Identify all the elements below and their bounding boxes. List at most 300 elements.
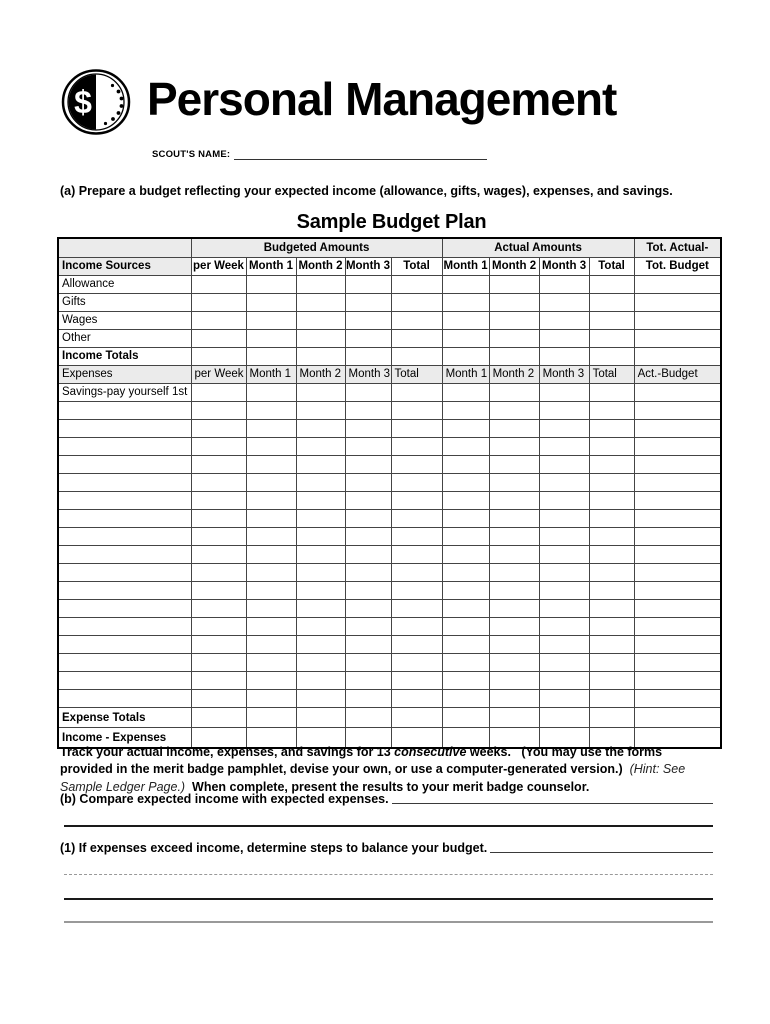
budget-value-cell[interactable] <box>391 546 442 564</box>
budget-value-cell[interactable] <box>246 690 296 708</box>
budget-value-cell[interactable] <box>296 546 345 564</box>
budget-value-cell[interactable] <box>296 564 345 582</box>
budget-value-cell[interactable] <box>489 420 539 438</box>
track-text-segment: weeks. (You may use the forms provided in the merit badge pamphlet, devise your own, or use a computer-generated version.) <box>60 744 666 776</box>
table-row <box>58 492 721 510</box>
budget-value-cell[interactable] <box>191 402 246 420</box>
budget-value-cell[interactable] <box>489 402 539 420</box>
table-row <box>58 384 721 402</box>
budget-value-cell[interactable] <box>391 384 442 402</box>
budget-value-cell[interactable] <box>391 618 442 636</box>
budget-value-cell[interactable] <box>345 456 391 474</box>
budget-value-cell[interactable] <box>246 582 296 600</box>
budget-value-cell[interactable] <box>391 636 442 654</box>
budget-value-cell[interactable] <box>391 402 442 420</box>
budget-value-cell[interactable] <box>345 438 391 456</box>
budget-value-cell[interactable] <box>589 564 634 582</box>
budget-value-cell[interactable] <box>489 564 539 582</box>
budget-value-cell[interactable] <box>246 672 296 690</box>
budget-value-cell[interactable] <box>589 492 634 510</box>
budget-value-cell[interactable] <box>391 474 442 492</box>
table-row <box>58 528 721 546</box>
budget-value-cell[interactable] <box>442 582 489 600</box>
budget-value-cell[interactable] <box>539 276 589 294</box>
budget-value-cell[interactable] <box>191 672 246 690</box>
track-text-segment: Track your actual income, expenses, and savings for 13 <box>60 744 395 759</box>
actual-amounts-header: Actual Amounts <box>442 238 634 258</box>
answer-line[interactable] <box>64 921 713 923</box>
budget-value-cell[interactable] <box>345 492 391 510</box>
row-label-cell[interactable] <box>58 402 191 420</box>
row-label-cell[interactable] <box>58 654 191 672</box>
budget-value-cell[interactable] <box>391 330 442 348</box>
requirement-b1-text: (1) If expenses exceed income, determine steps to balance your budget. <box>60 841 488 855</box>
budget-value-cell[interactable] <box>246 456 296 474</box>
table-row <box>58 330 721 348</box>
budget-value-cell[interactable] <box>345 474 391 492</box>
table-group-header-row <box>58 238 721 258</box>
budget-value-cell[interactable] <box>442 654 489 672</box>
budget-value-cell[interactable] <box>634 528 721 546</box>
budget-value-cell[interactable] <box>634 348 721 366</box>
budget-value-cell[interactable] <box>634 510 721 528</box>
col-header: Total <box>589 366 634 384</box>
income-sources-header: Income Sources <box>58 258 191 276</box>
budget-value-cell[interactable] <box>345 312 391 330</box>
budget-value-cell[interactable] <box>634 474 721 492</box>
budget-value-cell[interactable] <box>296 294 345 312</box>
budget-value-cell[interactable] <box>442 564 489 582</box>
budget-value-cell[interactable] <box>191 654 246 672</box>
budget-value-cell[interactable] <box>391 312 442 330</box>
budget-value-cell[interactable] <box>589 636 634 654</box>
table-row <box>58 420 721 438</box>
answer-line[interactable] <box>64 898 713 900</box>
budget-value-cell[interactable] <box>345 600 391 618</box>
budget-value-cell[interactable] <box>246 636 296 654</box>
budget-value-cell[interactable] <box>589 420 634 438</box>
budget-value-cell[interactable] <box>589 690 634 708</box>
budget-value-cell[interactable] <box>191 294 246 312</box>
budget-value-cell[interactable] <box>246 654 296 672</box>
row-label-cell[interactable] <box>58 438 191 456</box>
budget-value-cell[interactable] <box>442 510 489 528</box>
budget-value-cell[interactable] <box>191 690 246 708</box>
budget-value-cell[interactable] <box>539 690 589 708</box>
budget-value-cell[interactable] <box>191 636 246 654</box>
budget-value-cell[interactable] <box>296 330 345 348</box>
budget-value-cell[interactable] <box>589 654 634 672</box>
tot-budget-header: Tot. Budget <box>634 258 721 276</box>
budget-value-cell[interactable] <box>391 510 442 528</box>
requirement-b-blank[interactable] <box>392 791 713 804</box>
row-label-cell[interactable] <box>58 456 191 474</box>
budget-value-cell[interactable] <box>634 654 721 672</box>
budget-value-cell[interactable] <box>191 582 246 600</box>
budget-value-cell[interactable] <box>634 420 721 438</box>
budget-value-cell[interactable] <box>539 564 589 582</box>
budget-value-cell[interactable] <box>345 636 391 654</box>
budget-value-cell[interactable] <box>634 402 721 420</box>
budget-value-cell[interactable] <box>246 618 296 636</box>
budget-value-cell[interactable] <box>489 708 539 728</box>
budget-value-cell[interactable] <box>442 402 489 420</box>
budget-value-cell[interactable] <box>489 312 539 330</box>
budget-value-cell[interactable] <box>345 672 391 690</box>
budget-value-cell[interactable] <box>191 384 246 402</box>
budget-value-cell[interactable] <box>589 294 634 312</box>
row-label-cell[interactable] <box>58 582 191 600</box>
budget-value-cell[interactable] <box>191 528 246 546</box>
budget-value-cell[interactable] <box>391 672 442 690</box>
budget-value-cell[interactable] <box>345 348 391 366</box>
requirement-a-text: (a) Prepare a budget reflecting your expected income (allowance, gifts, wages), expenses, and savings. <box>60 184 673 198</box>
budget-value-cell[interactable] <box>296 456 345 474</box>
budget-value-cell[interactable] <box>634 600 721 618</box>
budget-value-cell[interactable] <box>391 690 442 708</box>
budget-value-cell[interactable] <box>442 312 489 330</box>
budget-value-cell[interactable] <box>442 330 489 348</box>
row-label-cell[interactable] <box>58 420 191 438</box>
budget-value-cell[interactable] <box>634 438 721 456</box>
budget-value-cell[interactable] <box>489 384 539 402</box>
budget-value-cell[interactable] <box>246 294 296 312</box>
budget-value-cell[interactable] <box>539 438 589 456</box>
budget-value-cell[interactable] <box>489 474 539 492</box>
budget-value-cell[interactable] <box>442 438 489 456</box>
col-header: Total <box>391 258 442 276</box>
budget-value-cell[interactable] <box>345 546 391 564</box>
budget-value-cell[interactable] <box>246 600 296 618</box>
budget-value-cell[interactable] <box>391 456 442 474</box>
budget-value-cell[interactable] <box>191 438 246 456</box>
dollar-clock-icon <box>58 66 134 138</box>
budget-value-cell[interactable] <box>489 456 539 474</box>
budget-value-cell[interactable] <box>442 690 489 708</box>
budget-value-cell[interactable] <box>391 276 442 294</box>
budget-value-cell[interactable] <box>191 618 246 636</box>
budget-value-cell[interactable] <box>391 708 442 728</box>
budget-value-cell[interactable] <box>539 294 589 312</box>
budget-value-cell[interactable] <box>539 330 589 348</box>
budget-value-cell[interactable] <box>296 618 345 636</box>
budget-value-cell[interactable] <box>442 420 489 438</box>
budget-value-cell[interactable] <box>391 420 442 438</box>
budget-value-cell[interactable] <box>489 492 539 510</box>
budget-value-cell[interactable] <box>489 294 539 312</box>
budget-value-cell[interactable] <box>539 384 589 402</box>
col-header: per Week <box>191 366 246 384</box>
col-header: Month 2 <box>296 366 345 384</box>
row-label-cell: Allowance <box>58 276 191 294</box>
budget-value-cell[interactable] <box>539 708 589 728</box>
budget-value-cell[interactable] <box>345 618 391 636</box>
budget-value-cell[interactable] <box>345 690 391 708</box>
budgeted-amounts-header: Budgeted Amounts <box>191 238 442 258</box>
budget-value-cell[interactable] <box>191 708 246 728</box>
row-label-cell[interactable] <box>58 510 191 528</box>
budget-value-cell[interactable] <box>296 384 345 402</box>
budget-value-cell[interactable] <box>442 348 489 366</box>
budget-value-cell[interactable] <box>634 312 721 330</box>
budget-value-cell[interactable] <box>489 528 539 546</box>
table-row <box>58 636 721 654</box>
budget-value-cell[interactable] <box>246 528 296 546</box>
budget-value-cell[interactable] <box>296 312 345 330</box>
budget-value-cell[interactable] <box>246 510 296 528</box>
budget-value-cell[interactable] <box>191 564 246 582</box>
budget-value-cell[interactable] <box>296 348 345 366</box>
budget-value-cell[interactable] <box>296 708 345 728</box>
budget-value-cell[interactable] <box>345 384 391 402</box>
budget-value-cell[interactable] <box>345 528 391 546</box>
budget-value-cell[interactable] <box>442 294 489 312</box>
budget-value-cell[interactable] <box>191 330 246 348</box>
budget-value-cell[interactable] <box>489 438 539 456</box>
budget-value-cell[interactable] <box>345 564 391 582</box>
budget-value-cell[interactable] <box>296 510 345 528</box>
page-title: Personal Management <box>147 73 617 125</box>
budget-value-cell[interactable] <box>246 384 296 402</box>
budget-value-cell[interactable] <box>539 492 589 510</box>
budget-value-cell[interactable] <box>589 672 634 690</box>
budget-value-cell[interactable] <box>345 654 391 672</box>
budget-value-cell[interactable] <box>634 672 721 690</box>
budget-value-cell[interactable] <box>589 276 634 294</box>
track-text-segment: (Hint: See Sample Ledger Page.) <box>60 762 689 794</box>
requirement-b1-blank[interactable] <box>490 840 713 853</box>
budget-value-cell[interactable] <box>489 636 539 654</box>
budget-value-cell[interactable] <box>296 420 345 438</box>
budget-value-cell[interactable] <box>442 546 489 564</box>
row-label-cell[interactable] <box>58 672 191 690</box>
table-row <box>58 708 721 728</box>
budget-value-cell[interactable] <box>191 348 246 366</box>
budget-value-cell[interactable] <box>191 276 246 294</box>
row-label-cell[interactable] <box>58 528 191 546</box>
budget-value-cell[interactable] <box>539 636 589 654</box>
budget-value-cell[interactable] <box>191 546 246 564</box>
budget-value-cell[interactable] <box>634 546 721 564</box>
budget-value-cell[interactable] <box>246 330 296 348</box>
budget-value-cell[interactable] <box>191 492 246 510</box>
budget-value-cell[interactable] <box>634 294 721 312</box>
budget-value-cell[interactable] <box>489 618 539 636</box>
budget-value-cell[interactable] <box>345 294 391 312</box>
budget-value-cell[interactable] <box>442 528 489 546</box>
budget-value-cell[interactable] <box>489 510 539 528</box>
row-label-cell[interactable] <box>58 546 191 564</box>
row-label-cell[interactable] <box>58 636 191 654</box>
budget-value-cell[interactable] <box>489 330 539 348</box>
budget-value-cell[interactable] <box>539 474 589 492</box>
row-label-cell[interactable] <box>58 690 191 708</box>
budget-value-cell[interactable] <box>296 582 345 600</box>
budget-value-cell[interactable] <box>489 672 539 690</box>
budget-value-cell[interactable] <box>489 690 539 708</box>
budget-value-cell[interactable] <box>442 618 489 636</box>
budget-value-cell[interactable] <box>539 654 589 672</box>
budget-value-cell[interactable] <box>589 528 634 546</box>
budget-value-cell[interactable] <box>191 456 246 474</box>
budget-value-cell[interactable] <box>191 420 246 438</box>
row-label-cell[interactable] <box>58 564 191 582</box>
budget-value-cell[interactable] <box>391 528 442 546</box>
budget-value-cell[interactable] <box>246 402 296 420</box>
budget-value-cell[interactable] <box>442 672 489 690</box>
budget-value-cell[interactable] <box>589 618 634 636</box>
budget-value-cell[interactable] <box>589 330 634 348</box>
budget-value-cell[interactable] <box>634 636 721 654</box>
budget-value-cell[interactable] <box>539 348 589 366</box>
budget-value-cell[interactable] <box>442 636 489 654</box>
budget-value-cell[interactable] <box>296 690 345 708</box>
budget-value-cell[interactable] <box>246 312 296 330</box>
budget-value-cell[interactable] <box>345 510 391 528</box>
budget-value-cell[interactable] <box>296 636 345 654</box>
budget-value-cell[interactable] <box>589 312 634 330</box>
budget-value-cell[interactable] <box>246 492 296 510</box>
budget-value-cell[interactable] <box>489 276 539 294</box>
budget-value-cell[interactable] <box>296 276 345 294</box>
budget-value-cell[interactable] <box>391 294 442 312</box>
budget-value-cell[interactable] <box>634 708 721 728</box>
budget-value-cell[interactable] <box>246 420 296 438</box>
budget-value-cell[interactable] <box>539 312 589 330</box>
col-header: Month 3 <box>345 366 391 384</box>
budget-value-cell[interactable] <box>345 276 391 294</box>
budget-value-cell[interactable] <box>489 582 539 600</box>
budget-value-cell[interactable] <box>589 600 634 618</box>
table-row <box>58 276 721 294</box>
budget-value-cell[interactable] <box>489 600 539 618</box>
budget-value-cell[interactable] <box>345 708 391 728</box>
budget-value-cell[interactable] <box>296 654 345 672</box>
budget-value-cell[interactable] <box>296 600 345 618</box>
budget-value-cell[interactable] <box>442 600 489 618</box>
budget-value-cell[interactable] <box>442 708 489 728</box>
col-header: per Week <box>191 258 246 276</box>
budget-value-cell[interactable] <box>191 600 246 618</box>
budget-value-cell[interactable] <box>345 330 391 348</box>
budget-value-cell[interactable] <box>442 384 489 402</box>
budget-value-cell[interactable] <box>442 474 489 492</box>
budget-value-cell[interactable] <box>634 618 721 636</box>
budget-value-cell[interactable] <box>191 510 246 528</box>
row-label-cell[interactable] <box>58 492 191 510</box>
table-row <box>58 294 721 312</box>
budget-value-cell[interactable] <box>539 672 589 690</box>
budget-value-cell[interactable] <box>589 384 634 402</box>
col-header: Total <box>589 258 634 276</box>
budget-value-cell[interactable] <box>489 348 539 366</box>
scout-name-blank[interactable] <box>234 147 487 160</box>
budget-value-cell[interactable] <box>539 528 589 546</box>
budget-value-cell[interactable] <box>391 348 442 366</box>
col-header: Month 2 <box>296 258 345 276</box>
budget-value-cell[interactable] <box>296 492 345 510</box>
budget-value-cell[interactable] <box>246 708 296 728</box>
budget-value-cell[interactable] <box>489 546 539 564</box>
table-row <box>58 312 721 330</box>
budget-value-cell[interactable] <box>246 438 296 456</box>
budget-value-cell[interactable] <box>589 402 634 420</box>
budget-value-cell[interactable] <box>296 438 345 456</box>
budget-value-cell[interactable] <box>589 546 634 564</box>
budget-value-cell[interactable] <box>391 600 442 618</box>
budget-value-cell[interactable] <box>634 690 721 708</box>
budget-value-cell[interactable] <box>345 582 391 600</box>
budget-value-cell[interactable] <box>539 420 589 438</box>
budget-value-cell[interactable] <box>539 600 589 618</box>
table-row <box>58 564 721 582</box>
budget-value-cell[interactable] <box>589 510 634 528</box>
budget-value-cell[interactable] <box>345 402 391 420</box>
budget-value-cell[interactable] <box>634 384 721 402</box>
answer-line[interactable] <box>64 874 713 875</box>
budget-value-cell[interactable] <box>634 582 721 600</box>
budget-value-cell[interactable] <box>539 582 589 600</box>
budget-value-cell[interactable] <box>246 564 296 582</box>
budget-value-cell[interactable] <box>296 402 345 420</box>
budget-value-cell[interactable] <box>442 456 489 474</box>
budget-value-cell[interactable] <box>345 420 391 438</box>
col-header: Month 1 <box>442 258 489 276</box>
budget-value-cell[interactable] <box>391 654 442 672</box>
col-header: Month 3 <box>345 258 391 276</box>
budget-value-cell[interactable] <box>539 456 589 474</box>
budget-value-cell[interactable] <box>246 276 296 294</box>
budget-value-cell[interactable] <box>442 276 489 294</box>
budget-value-cell[interactable] <box>391 438 442 456</box>
row-label-cell[interactable] <box>58 600 191 618</box>
budget-value-cell[interactable] <box>634 456 721 474</box>
answer-line[interactable] <box>64 825 713 827</box>
budget-value-cell[interactable] <box>634 492 721 510</box>
budget-value-cell[interactable] <box>391 492 442 510</box>
budget-value-cell[interactable] <box>589 708 634 728</box>
budget-value-cell[interactable] <box>296 672 345 690</box>
budget-value-cell[interactable] <box>589 348 634 366</box>
budget-value-cell[interactable] <box>246 474 296 492</box>
row-label-cell: Expense Totals <box>58 708 191 728</box>
budget-value-cell[interactable] <box>634 330 721 348</box>
budget-value-cell[interactable] <box>296 528 345 546</box>
budget-value-cell[interactable] <box>191 312 246 330</box>
budget-value-cell[interactable] <box>539 618 589 636</box>
budget-value-cell[interactable] <box>589 582 634 600</box>
budget-value-cell[interactable] <box>391 582 442 600</box>
budget-value-cell[interactable] <box>191 474 246 492</box>
budget-value-cell[interactable] <box>246 348 296 366</box>
budget-value-cell[interactable] <box>589 438 634 456</box>
budget-value-cell[interactable] <box>634 564 721 582</box>
budget-value-cell[interactable] <box>296 474 345 492</box>
budget-value-cell[interactable] <box>539 510 589 528</box>
row-label-cell[interactable] <box>58 474 191 492</box>
scout-name-label: SCOUT'S NAME: <box>152 149 231 160</box>
budget-value-cell[interactable] <box>589 474 634 492</box>
budget-value-cell[interactable] <box>246 546 296 564</box>
budget-value-cell[interactable] <box>391 564 442 582</box>
budget-value-cell[interactable] <box>634 276 721 294</box>
row-label-cell[interactable] <box>58 618 191 636</box>
budget-value-cell[interactable] <box>442 492 489 510</box>
budget-value-cell[interactable] <box>539 402 589 420</box>
budget-value-cell[interactable] <box>589 456 634 474</box>
budget-value-cell[interactable] <box>539 546 589 564</box>
budget-value-cell[interactable] <box>489 654 539 672</box>
